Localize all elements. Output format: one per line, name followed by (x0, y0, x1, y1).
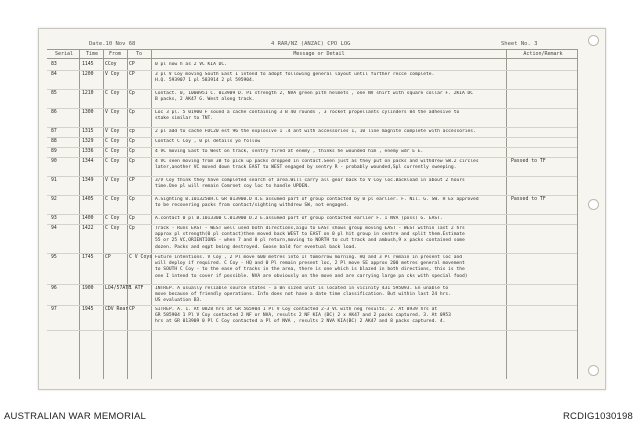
row-to: C V Coys (129, 255, 153, 260)
row-remark: Passed to TF (511, 197, 546, 202)
log-row (47, 306, 577, 331)
punch-hole-middle (588, 199, 599, 210)
row-message: 4 VC moving East to West on track, sentry fired at enemy , thinks he wounded him , enemy wdr E E. (155, 149, 424, 154)
column-header-serial: Serial (54, 51, 74, 57)
row-time: 1300 (82, 110, 94, 115)
row-to: Cp (129, 197, 135, 202)
row-from: V Coy (105, 110, 120, 115)
row-serial: 96 (51, 286, 57, 291)
row-from: CDV Rear (105, 307, 129, 312)
row-serial: 97 (51, 307, 57, 312)
row-serial: 86 (51, 110, 57, 115)
log-row (47, 71, 577, 90)
log-row (47, 285, 577, 306)
row-to: CP (129, 307, 135, 312)
log-title: 4 RAR/NZ (ANZAC) CPO LOG (271, 41, 351, 47)
log-row (47, 138, 577, 148)
row-time: 1405 (82, 197, 94, 202)
log-date: Date.10 Nov 68 (89, 41, 136, 47)
row-from: V Coy (105, 72, 120, 77)
row-message: Track - Runs EAST - WEST well used both directions,aigu to EAST shows group moving EAST - WEST within last 2 hrs approx pl strength(0 pl contact)then moved back WEST to EAST on 0 pl hit group in centre and split them.Estimate 55 or 25 VC,ORIENTIONS - when 7 and 0 pl return,moving to NORTH to cut track and ambush,9 x packs contained some dozen. Packs and eqpt being destroyed. Goose bald for eventual back load. (155, 226, 465, 250)
row-from: CP (105, 255, 111, 260)
log-row (47, 109, 577, 128)
row-message: 4 VC seen moving from 3B to pick up packs dropped in contact.Seen just as they put on packs and withdrew SW.2 circles later,another VC moved down track EAST to WEST engaged by sentry R - probably wounded,Spl currently sweeping. (155, 159, 479, 171)
row-to: Cp (129, 110, 135, 115)
row-from: C Coy (105, 91, 120, 96)
row-message: A.Sighting B.1013250H.C GR 013900.D 4.E assumed part of group contacted by 0 pl earlier. F. Nil. G. SW. H Ex approved to be recovering packs from contact/sighting withdrew SW, not engaged. (155, 197, 479, 209)
row-serial: 95 (51, 255, 57, 260)
log-row (47, 177, 577, 196)
row-remark: Passed to TF (511, 159, 546, 164)
row-serial: 84 (51, 72, 57, 77)
row-time: 1145 (82, 62, 94, 67)
row-to: Cp (129, 91, 135, 96)
row-from: V Coy (105, 129, 120, 134)
column-header-message: Message or Detail (293, 51, 345, 57)
row-to: 1 ATF (129, 286, 144, 291)
row-time: 1745 (82, 255, 94, 260)
punch-hole-top (588, 35, 599, 46)
row-to: Cp (129, 226, 135, 231)
row-time: 1210 (82, 91, 94, 96)
row-message: A.contact 0 pl B.1013300 C.013900 D.2 E.assumed part of group contacted earlier F. 1 NVA (poss) G. EAST. (155, 216, 443, 221)
footer-source: AUSTRALIAN WAR MEMORIAL (4, 411, 147, 422)
row-time: 1900 (82, 286, 94, 291)
row-to: Cp (129, 159, 135, 164)
log-row (47, 148, 577, 158)
log-sheet (38, 28, 606, 390)
column-header-time: Time (85, 51, 99, 57)
row-message: Loc 3 pl. 5 01900 F sound a cache containing 3 B 40 rounds , 3 rocket propellants cylinders 84 the adhesive to stake similar to TNT. (155, 110, 460, 122)
row-time: 1329 (82, 139, 94, 144)
row-serial: 92 (51, 197, 57, 202)
row-from: C Coy (105, 159, 120, 164)
row-time: 1349 (82, 178, 94, 183)
row-serial: 91 (51, 178, 57, 183)
row-serial: 89 (51, 149, 57, 154)
row-time: 1200 (82, 72, 94, 77)
column-header-to: To (135, 51, 143, 57)
row-message: INTREP. A usually reliable source states - a Bn sized unit is located in vicinity 431 595093. En unable to move because of friendly operations. Info does not have a date time classification. But within last 24 hrs. US evaluation B3. (155, 286, 451, 304)
row-message: Future intentions. V Coy , 2 Pl move 600 metres into IT tomorrow morning. HQ and 3 Pl remain in present loc and will deploy if required. C Coy - HQ and 0 Pl remain present loc, 2 Pl move SE approx 200 metres general movement to SOUTH C Coy - to the ease of tracks in the area, there is one which is blazed in both directions, this is the one I intend to cover if possible. NVA are obviously on the move and are carrying large pa cks with special food) (155, 255, 468, 279)
log-row (47, 254, 577, 285)
row-to: Cp (129, 149, 135, 154)
row-message: Contact. 0, 1000951 C. 013909 D. P1 strength 2, NVA green pith helmets , one NV shirt with square collar F. 2KIA DC B packs, 2 AK47 G. West along track. (155, 91, 474, 103)
row-time: 1400 (82, 216, 94, 221)
row-serial: 88 (51, 139, 57, 144)
row-to: CP (129, 178, 135, 183)
divider-right (577, 49, 578, 379)
row-from: V Coy (105, 178, 120, 183)
row-message: 3 pl V Coy moving South East I intend to adopt following general layout until further recce complete. H.Q. 593907 1 pl 583914 2 pl 595904. (155, 72, 435, 84)
row-from: C Coy (105, 139, 120, 144)
row-message: SITREP. A. 1. At 0828 hrs at GR 565904 1 Pl V Coy contacted 2-3 VC with neg results. 2. At 0939 hrs at GR 585904 1 Pl V Coy contacted 2 NF or NVA, results 2 NF KIA (BC) 2 x AK47 and 2 packs captured. 3. At 0953 hrs at GR 013909 0 Pl C Coy contacted a Pl of NVA , results 2 NVA KIA(BC) 2 AK47 and 8 packs captured. 4. (155, 307, 451, 325)
log-row (47, 225, 577, 254)
row-from: C Coy (105, 226, 120, 231)
row-serial: 94 (51, 226, 57, 231)
log-row (47, 61, 577, 71)
row-from: C Coy (105, 197, 120, 202)
row-to: Cp (129, 139, 135, 144)
row-to: Cp (129, 216, 135, 221)
row-time: 1315 (82, 129, 94, 134)
row-from: CCoy (105, 62, 117, 67)
row-serial: 87 (51, 129, 57, 134)
column-header-from: From (108, 51, 122, 57)
row-time: 1945 (82, 307, 94, 312)
row-time: 1336 (82, 149, 94, 154)
row-serial: 90 (51, 159, 57, 164)
punch-hole-bottom (588, 365, 599, 376)
row-serial: 93 (51, 216, 57, 221)
row-serial: 83 (51, 62, 57, 67)
row-to: CP (129, 72, 135, 77)
footer-reference: RCDIG1030198 (563, 411, 633, 422)
row-time: 1344 (82, 159, 94, 164)
row-serial: 85 (51, 91, 57, 96)
log-entries (47, 61, 577, 331)
log-row (47, 158, 577, 177)
row-message: Contact C Coy , 0 pl details yo follow (155, 139, 261, 144)
log-row (47, 90, 577, 109)
row-message: 0 pl now h as 2 VC KIA DC. (155, 62, 227, 67)
log-row (47, 196, 577, 215)
row-time: 1422 (82, 226, 94, 231)
column-header-remark: Action/Remark (523, 51, 563, 57)
row-to: cp (129, 129, 135, 134)
row-message: 2 pl add to cache FDC20 est 96 the explosive 1 .4 ant with accessories 1, 10 line magnite complete with accessories. (155, 129, 476, 134)
row-to: CP (129, 62, 135, 67)
sheet-number: Sheet No. 3 (501, 41, 538, 47)
log-row (47, 215, 577, 225)
log-row (47, 128, 577, 138)
row-message: 3/V Coy think they have completed search of area.Will carry all gear back to V Coy loc.Backload in about 2 hours time.One pl will remain Comrnet coy loc to handle UPDEN. (155, 178, 465, 190)
row-from: C Coy (105, 149, 120, 154)
row-from: LO4/57ATF (105, 286, 131, 291)
row-from: C Coy (105, 216, 120, 221)
